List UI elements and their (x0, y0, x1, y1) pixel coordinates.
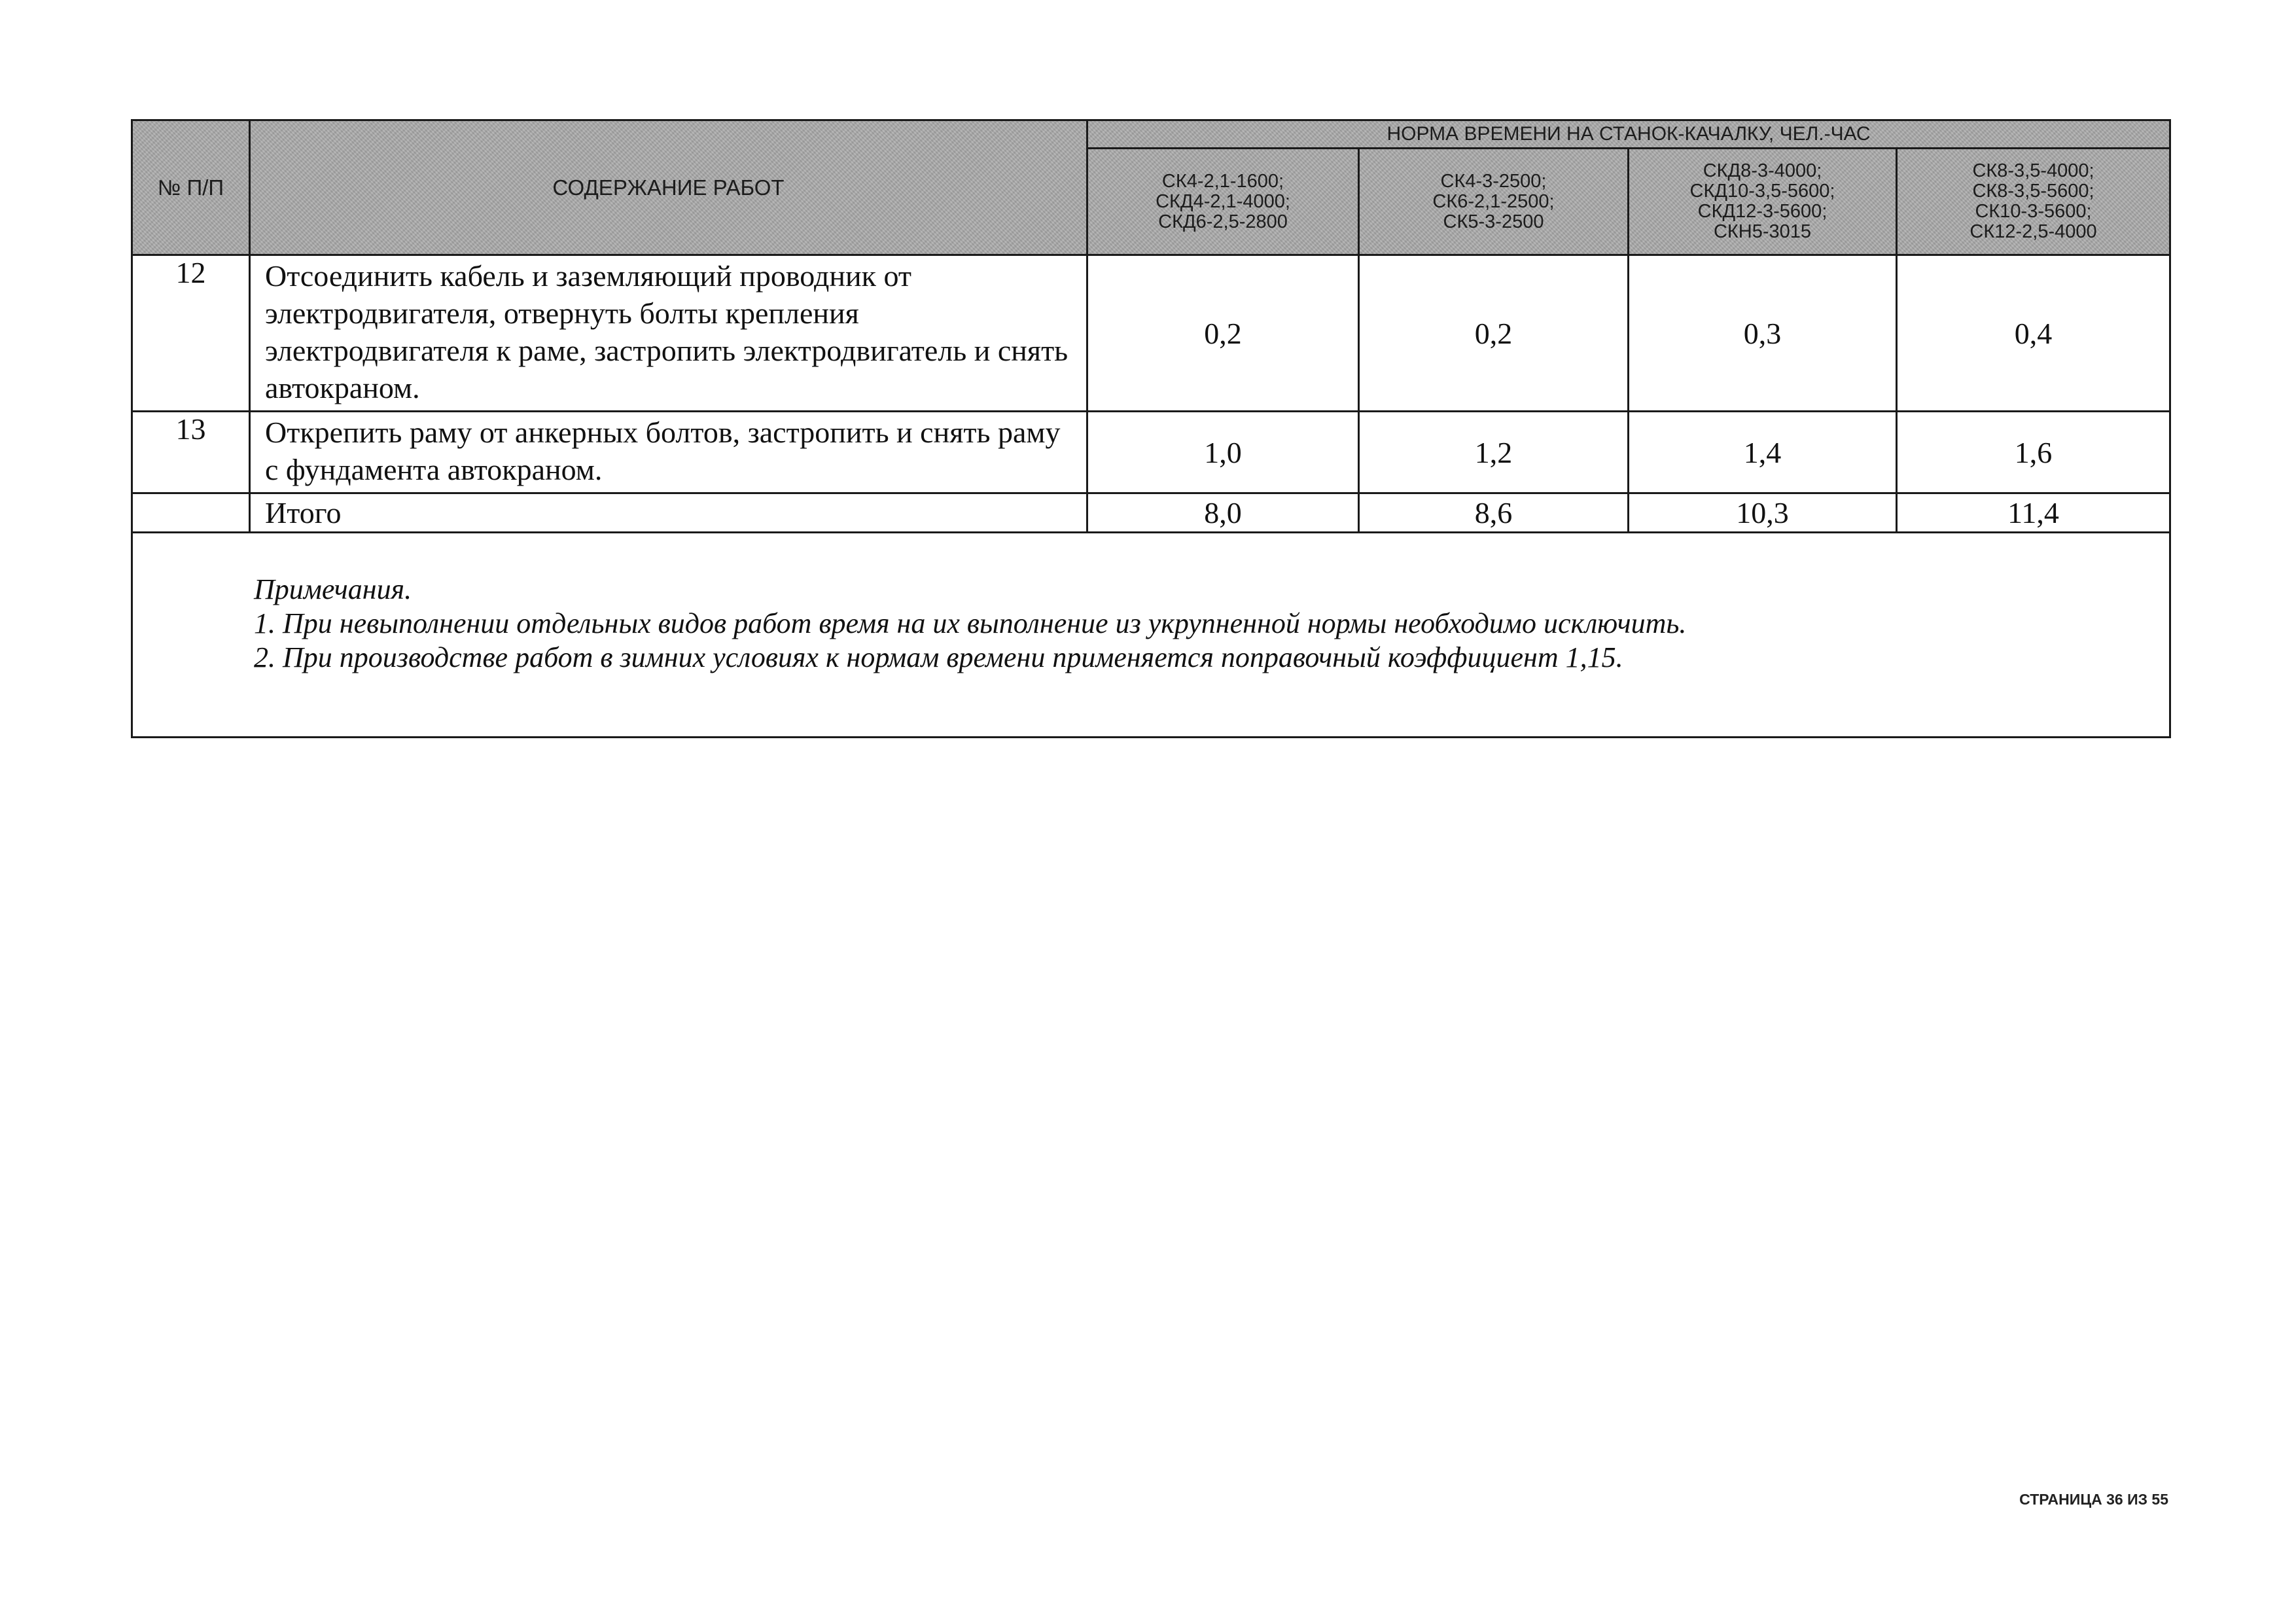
row-content: Открепить раму от анкерных болтов, застропить и снять раму с фундамента автокраном. (250, 412, 1087, 493)
row-value: 0,2 (1087, 255, 1359, 412)
header-norm: НОРМА ВРЕМЕНИ НА СТАНОК-КАЧАЛКУ, ЧЕЛ.-ЧАС (1087, 120, 2170, 149)
row-value: 0,2 (1359, 255, 1629, 412)
row-value: 1,6 (1897, 412, 2170, 493)
notes-block (132, 533, 2170, 738)
header-model-4: СК8-3,5-4000; СК8-3,5-5600; СК10-3-5600; СК12-2,5-4000 (1897, 149, 2170, 255)
total-num-empty (132, 493, 250, 533)
row-content: Отсоединить кабель и заземляющий проводник от электродвигателя, отвернуть болты крепления электродвигателя к раме, застропить электродвигатель и снять автокраном. (250, 255, 1087, 412)
row-value: 1,2 (1359, 412, 1629, 493)
notes-row (132, 533, 2170, 738)
header-content: СОДЕРЖАНИЕ РАБОТ (250, 120, 1087, 255)
total-value: 8,0 (1087, 493, 1359, 533)
total-value: 11,4 (1897, 493, 2170, 533)
total-value: 10,3 (1629, 493, 1897, 533)
note-item-2: 2. При производстве работ в зимних условиях к нормам времени применяется поправочный коэффициент 1,15. (254, 641, 1623, 673)
table-row (132, 255, 2170, 412)
total-row (132, 493, 2170, 533)
header-model-3: СКД8-3-4000; СКД10-3,5-5600; СКД12-3-5600; СКН5-3015 (1629, 149, 1897, 255)
page-number: СТРАНИЦА 36 ИЗ 55 (2019, 1491, 2168, 1508)
row-value: 0,4 (1897, 255, 2170, 412)
row-value: 0,3 (1629, 255, 1897, 412)
header-num: № П/П (132, 120, 250, 255)
notes-title: Примечания. (254, 573, 412, 605)
note-item-1: 1. При невыполнении отдельных видов работ время на их выполнение из укрупненной нормы необходимо исключить. (254, 607, 1687, 639)
table-row (132, 412, 2170, 493)
norm-table (131, 119, 2171, 738)
total-value: 8,6 (1359, 493, 1629, 533)
header-model-2: СК4-3-2500; СК6-2,1-2500; СК5-3-2500 (1359, 149, 1629, 255)
row-value: 1,4 (1629, 412, 1897, 493)
total-label: Итого (250, 493, 1087, 533)
row-value: 1,0 (1087, 412, 1359, 493)
row-num: 12 (132, 255, 250, 412)
row-num: 13 (132, 412, 250, 493)
header-model-1: СК4-2,1-1600; СКД4-2,1-4000; СКД6-2,5-2800 (1087, 149, 1359, 255)
